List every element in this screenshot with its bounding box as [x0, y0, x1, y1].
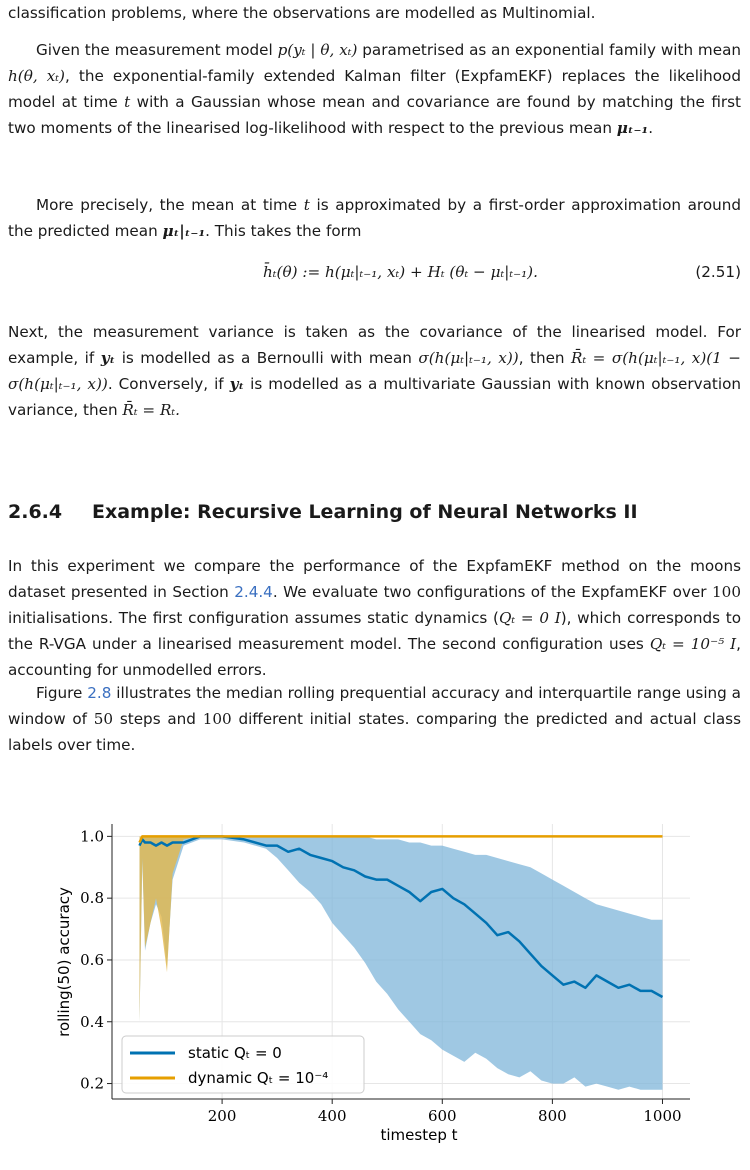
text-run: classification problems, where the observations are modelled as Multinomial.: [8, 4, 596, 22]
y-tick-label: 0.4: [80, 1012, 104, 1031]
math-inline: μₜ|ₜ₋₁: [162, 222, 206, 240]
math-inline: 50: [93, 710, 114, 728]
text-run: parametrised as an exponential family with mean: [362, 41, 742, 59]
text-run: is approximated by a first-order approximation around the predicted mean: [8, 196, 742, 240]
paragraph-figure-description: [8, 680, 741, 758]
math-inline: p(yₜ | θ, xₜ): [277, 41, 358, 59]
x-tick-label: 400: [317, 1107, 347, 1125]
y-tick-label: 0.8: [80, 889, 104, 908]
y-tick-label: 0.6: [80, 950, 104, 969]
equation-body: h̄ₜ(θ) := h(μₜ|ₜ₋₁, xₜ) + Hₜ (θₜ − μₜ|ₜ₋₁).: [263, 263, 538, 281]
math-inline: Qₜ = 10⁻⁵ I: [649, 635, 737, 653]
text-run: . We evaluate two configurations of the ExpfamEKF over: [272, 583, 707, 601]
rolling-accuracy-chart: [0, 816, 750, 1170]
x-tick-label: 600: [427, 1107, 457, 1125]
paragraph-intro: [8, 0, 741, 26]
paragraph-variance: [8, 319, 741, 423]
math-inline: R̄ₜ = Rₜ.: [122, 401, 180, 419]
legend: [122, 1036, 364, 1093]
text-run: , the exponential-family extended Kalman filter (ExpfamEKF) replaces the likelihood model at time: [8, 67, 741, 111]
text-run: . Conversely, if: [107, 375, 224, 393]
math-inline: Qₜ = 0 I: [498, 609, 561, 627]
math-inline: t: [303, 196, 310, 214]
math-inline: 100: [712, 583, 741, 601]
x-tick-label: 200: [207, 1107, 237, 1125]
equation-number: (2.51): [695, 263, 741, 281]
math-inline: μₜ₋₁: [616, 119, 649, 137]
legend-label-dynamic: dynamic Qₜ = 10⁻⁴: [188, 1069, 329, 1087]
section-reference-link[interactable]: 2.4.4: [234, 583, 273, 601]
math-inline: yₜ: [100, 349, 116, 367]
x-tick-label: 1000: [643, 1107, 682, 1125]
text-run: Next, the measurement variance is taken as the covariance of the linearised model. For example, if: [8, 323, 741, 367]
paragraph-linearisation: [8, 192, 741, 244]
text-run: , then: [518, 349, 565, 367]
text-run: steps and: [119, 710, 196, 728]
text-run: different initial states. comparing the predicted and actual class labels over time.: [8, 710, 742, 754]
section-heading: [8, 498, 638, 526]
paragraph-experiment: [8, 553, 741, 683]
text-run: is modelled as a multivariate Gaussian with known observation variance, then: [8, 375, 742, 419]
math-inline: h(θ, xₜ): [8, 67, 65, 85]
x-tick-label: 800: [538, 1107, 567, 1125]
y-axis-label: rolling(50) accuracy: [55, 887, 73, 1037]
text-run: , accounting for unmodelled errors.: [8, 635, 741, 679]
figure-reference-link[interactable]: 2.8: [87, 684, 112, 702]
paragraph-expfam: Given the measurement model p(yₜ | θ, xₜ) parametrised as an exponential family with mean h(θ, xₜ), the exponential-family extended Kalman filter (ExpfamEKF) replaces the likelihood model at time t with a Gaussian whose mean and covariance are found by matching the first two moments of the linearised log-likelihood with respect to the previous mean μₜ₋₁.: [8, 41, 742, 137]
text-run: Figure: [36, 684, 83, 702]
math-inline: σ(h(μₜ|ₜ₋₁, x)): [418, 349, 519, 367]
math-inline: yₜ: [229, 375, 245, 393]
math-inline: t: [124, 93, 131, 111]
section-title: Example: Recursive Learning of Neural Networks II: [92, 501, 638, 523]
y-tick-label: 1.0: [80, 827, 104, 846]
section-number: 2.6.4: [8, 501, 63, 523]
equation-2-51: [8, 259, 741, 285]
text-run: with a Gaussian whose mean and covariance are found by matching the first two moments of the linearised log-likelihood with respect to the previous mean: [8, 93, 741, 137]
math-inline: R̄ₜ = σ(h(μₜ|ₜ₋₁, x)(1 − σ(h(μₜ|ₜ₋₁, x)): [8, 349, 742, 393]
legend-label-static: static Qₜ = 0: [188, 1044, 282, 1062]
text-run: . This takes the form: [205, 222, 362, 240]
text-run: Given the measurement model: [36, 41, 273, 59]
x-axis-label: timestep t: [380, 1126, 458, 1144]
text-run: initialisations. The first configuration assumes static dynamics (: [8, 609, 499, 627]
text-run: ), which corresponds to the R-VGA under a linearised measurement model. The second configuration uses: [8, 609, 741, 653]
text-run: In this experiment we compare the performance of the ExpfamEKF method on the moons dataset presented in Section: [8, 557, 741, 601]
y-tick-label: 0.2: [80, 1074, 104, 1093]
text-run: More precisely, the mean at time: [36, 196, 298, 214]
math-inline: 100: [202, 710, 232, 728]
text-run: illustrates the median rolling prequential accuracy and interquartile range using a window of: [8, 684, 741, 728]
text-run: is modelled as a Bernoulli with mean: [121, 349, 412, 367]
